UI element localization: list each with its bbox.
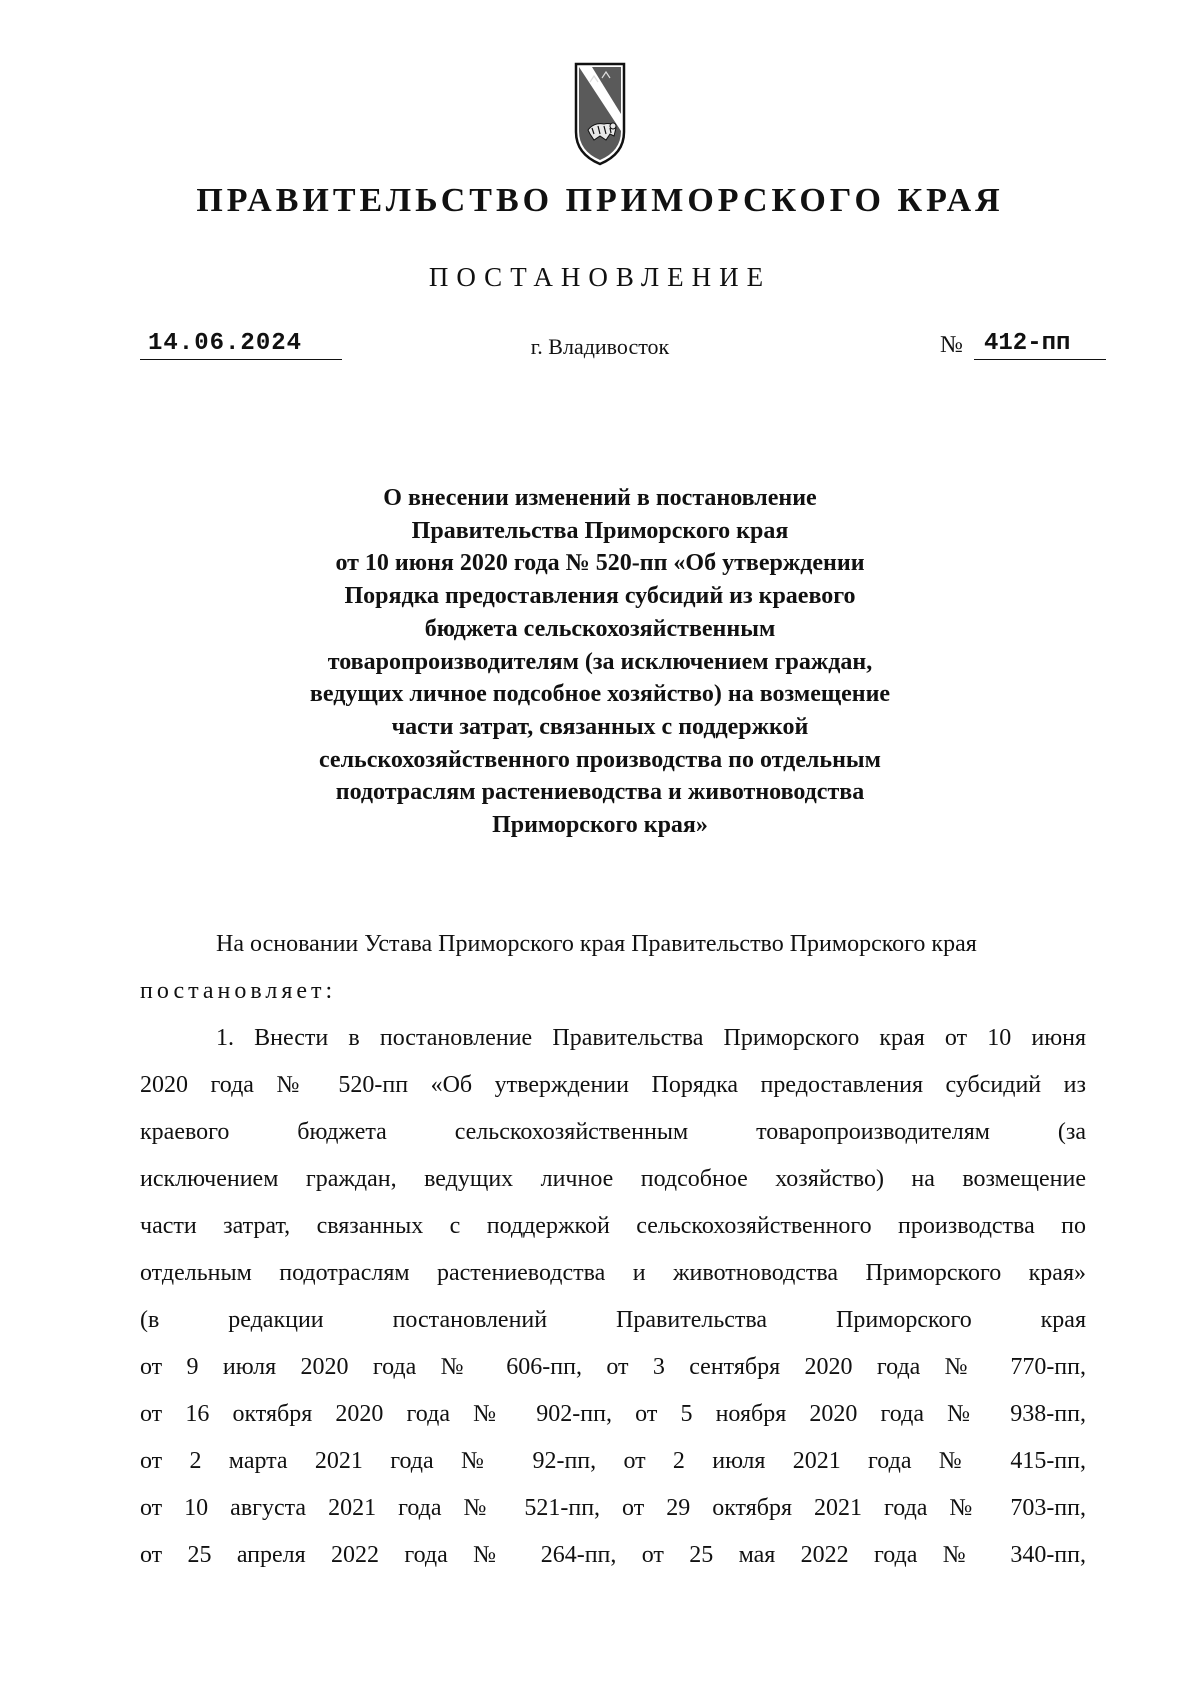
body-line: (в редакции постановлений Правительства Приморского края [140,1307,1086,1333]
heading-line: Приморского края» [492,812,708,839]
heading-line: подотраслям растениеводства и животноводства [335,779,865,806]
body-line: от 9 июля 2020 года № 606-пп, от 3 сентября 2020 года № 770-пп, [140,1354,1086,1380]
heading-line: от 10 июня 2020 года № 520-пп «Об утверждении [335,550,865,577]
body-line: На основании Устава Приморского края Правительство Приморского края [216,931,977,957]
body-line: исключением граждан, ведущих личное подсобное хозяйство) на возмещение [140,1166,1086,1192]
body-line: от 2 марта 2021 года № 92-пп, от 2 июля 2021 года № 415-пп, [140,1448,1086,1474]
body-line: от 10 августа 2021 года № 521-пп, от 29 октября 2021 года № 703-пп, [140,1495,1086,1521]
document-heading [200,482,1000,842]
document-type: ПОСТАНОВЛЕНИЕ [428,262,772,292]
government-title: ПРАВИТЕЛЬСТВО ПРИМОРСКОГО КРАЯ [196,182,1004,219]
body-line-resolves: постановляет: [140,978,337,1004]
body-line: отдельным подотраслям растениеводства и животноводства Приморского края» [140,1260,1086,1286]
heading-line: сельскохозяйственного производства по отдельным [318,746,882,773]
body-line: краевого бюджета сельскохозяйственным товаропроизводителям (за [140,1119,1086,1145]
heading-line: О внесении изменений в постановление [383,485,817,511]
document-number-label: № [940,332,963,358]
coat-of-arms-emblem [566,62,634,168]
heading-line: Правительства Приморского края [411,517,789,544]
body-line: 1. Внести в постановление Правительства Приморского края от 10 июня [216,1025,1086,1051]
document-date: 14.06.2024 [140,330,342,360]
document-city: г. Владивосток [530,334,670,359]
body-line: 2020 года № 520-пп «Об утверждении Порядка предоставления субсидий из [140,1072,1086,1098]
document-meta-row [0,330,1200,370]
heading-line: бюджета сельскохозяйственным [424,615,776,642]
document-number: 412-пп [974,330,1106,360]
body-line: от 25 апреля 2022 года № 264-пп, от 25 мая 2022 года № 340-пп, [140,1542,1086,1568]
body-line: части затрат, связанных с поддержкой сельскохозяйственного производства по [140,1213,1086,1239]
heading-line: товаропроизводителям (за исключением граждан, [327,648,873,675]
body-line: от 16 октября 2020 года № 902-пп, от 5 ноября 2020 года № 938-пп, [140,1401,1086,1427]
heading-line: Порядка предоставления субсидий из краевого [344,583,856,610]
heading-line: ведущих личное подсобное хозяйство) на возмещение [309,681,891,708]
heading-line: части затрат, связанных с поддержкой [391,713,809,740]
